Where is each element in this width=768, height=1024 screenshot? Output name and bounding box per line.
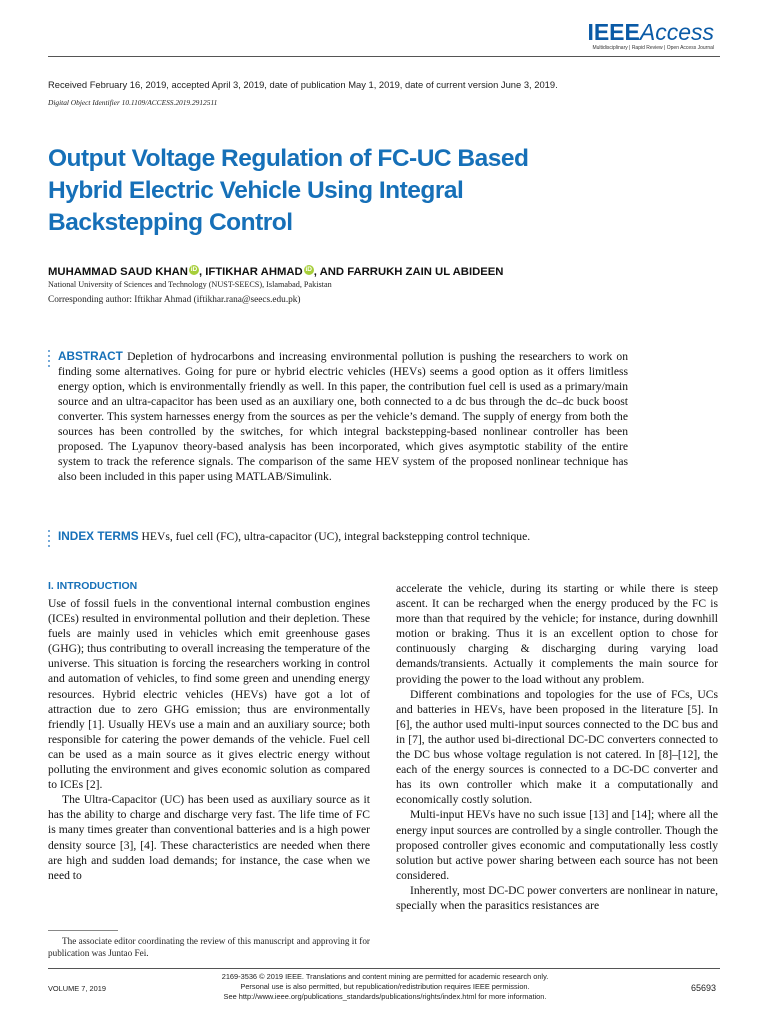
paper-title [48, 143, 568, 239]
body-paragraph: Use of fossil fuels in the conventional internal combustion engines (ICEs) resulted in environmental pollution and their depletion. These fuels are mainly used in vehicles which emit greenhouse gases (GHG); thus contributing to overall increasing the temperature of the universe. This situation is forcing the researchers working in control and automation of vehicles, to find some green and unending energy resources. Hybrid electric vehicles (HEVs) have got a lot of attraction due to zero GHG emission; thus are environmentally friendly [1]. Usually HEVs use a main and an auxiliary source; both responsible for catering the power demands of the vehicle. Fuel cell can be used as a main source as it gives electric energy without polluting the environment and gives economic solution as compared to ICEs [2]. [48, 597, 370, 792]
orcid-icon[interactable]: iD [190, 266, 198, 273]
copyright-line: 2169-3536 © 2019 IEEE. Translations and content mining are permitted for academic research only. [221, 972, 549, 981]
copyright-line: Personal use is also permitted, but republication/redistribution requires IEEE permission. [240, 982, 530, 991]
author-name: , AND FARRUKH ZAIN UL ABIDEEN [313, 266, 504, 278]
section-heading: I. INTRODUCTION [48, 580, 138, 592]
index-terms-label: INDEX TERMS [58, 529, 139, 543]
abstract-text: Depletion of hydrocarbons and increasing environmental pollution is pushing the researchers to work on finding some alternatives. Going for pure or hybrid electric vehicles (HEVs) seems a good option as it offers limitless energy option, which is environmentally friendly as well. In this paper, the contribution fuel cell is used as a primary/main source and an ultra-capacitor has been used as an auxiliary one, both connected to a dc bus through the dc–dc buck boost converter. This system harnesses energy from the sources as per the vehicle’s demand. The supply of energy from both the sources has been controlled by the switches, for which integral backstepping-based nonlinear controller has been proposed. The Lyapunov theory-based analysis has been incorporated, which gives asymptotic stability of the entire system to track the reference signals. The comparison of the same HEV system of the proposed nonlinear technique has also been included in this paper using MATLAB/Simulink. [58, 350, 629, 483]
logo-ieee-text: IEEE [587, 19, 640, 45]
body-paragraph: The Ultra-Capacitor (UC) has been used as auxiliary source as it has the ability to charge and discharge very fast. The life time of FC is many times greater than conventional batteries and is a high power density source [3], [4]. These characteristics are needed when there are high and sudden load demands; for instance, the case when we need to [48, 793, 370, 882]
title-line: Output Voltage Regulation of FC-UC Based [48, 145, 529, 172]
footer-divider [48, 968, 720, 969]
index-terms-dots-icon [48, 530, 52, 550]
body-paragraph: Inherently, most DC-DC power converters are nonlinear in nature, specially when the parasitics resistances are [396, 883, 718, 912]
page-number: 65693 [690, 983, 716, 993]
logo-wordmark [587, 20, 714, 44]
author-list [48, 265, 503, 278]
footnote: The associate editor coordinating the review of this manuscript and approving it for publication was Juntao Fei. [48, 936, 370, 958]
body-paragraph: Multi-input HEVs have no such issue [13] and [14]; where all the energy input sources are controlled by a single controller. Though the proposed controller gives economic and computationally less costly solution but active power sharing between each source has not been considered. [396, 808, 718, 882]
affiliation: National University of Sciences and Technology (NUST-SEECS), Islamabad, Pakistan [48, 280, 332, 289]
header-divider [48, 56, 720, 57]
copyright-line: See http://www.ieee.org/publications_standards/publications/rights/index.html for more information. [223, 992, 547, 1001]
index-terms [58, 529, 628, 544]
abstract-label: ABSTRACT [58, 349, 123, 363]
author-name: , IFTIKHAR AHMAD [198, 266, 303, 278]
abstract-dots-icon [48, 350, 52, 370]
left-column [48, 596, 370, 883]
logo-tagline: Multidisciplinary | Rapid Review | Open Access Journal [592, 45, 714, 51]
volume-label: VOLUME 7, 2019 [48, 984, 106, 993]
copyright-notice [180, 972, 590, 1002]
title-line: Hybrid Electric Vehicle Using Integral [48, 177, 464, 204]
orcid-icon[interactable]: iD [305, 266, 312, 273]
author-name: MUHAMMAD SAUD KHAN [48, 266, 188, 278]
body-paragraph: Different combinations and topologies for the use of FCs, UCs and batteries in HEVs, have been proposed in the literature [5]. In [6], the author used multi-input sources connected to the DC bus and in [7], the author used bi-directional DC-DC converters connected to the DC bus whose voltage regulation is not catered. In [8]–[12], the each of the energy sources is connected to a DC-DC converter and has its own controller which make it a computationally and economically costly solution. [396, 687, 718, 807]
received-dates: Received February 16, 2019, accepted April 3, 2019, date of publication May 1, 2019, date of current version June 3, 2019. [48, 79, 558, 90]
doi-line: Digital Object Identifier 10.1109/ACCESS.2019.2912511 [48, 98, 218, 107]
logo-access-text: Access [639, 19, 714, 45]
index-terms-text: HEVs, fuel cell (FC), ultra-capacitor (UC), integral backstepping control technique. [141, 530, 531, 543]
title-line: Backstepping Control [48, 209, 293, 236]
abstract [58, 349, 628, 484]
right-column [396, 581, 718, 913]
corresponding-author: Corresponding author: Iftikhar Ahmad (iftikhar.rana@seecs.edu.pk) [48, 295, 301, 305]
body-paragraph: accelerate the vehicle, during its starting or while there is steep ascent. It can be recharged when the energy produced by the FC is more than that required by the vehicle; for instance, during downhill motion or braking. Thus it is an excellent option to chose for continuously charging & discharging during varying load demands/transients. Actually it complements the main source for providing the power to the load without any problem. [396, 582, 718, 686]
journal-logo [587, 20, 714, 51]
footnote-divider [48, 930, 118, 931]
